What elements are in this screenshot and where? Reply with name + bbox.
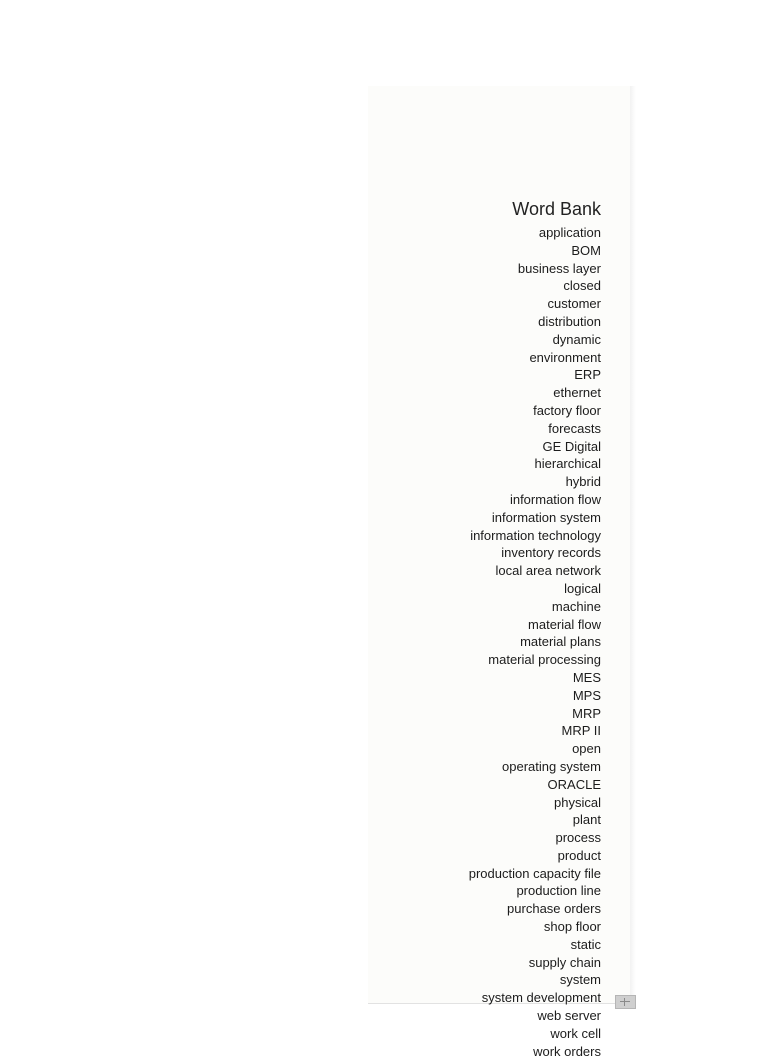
word-bank-item: information system: [491, 509, 601, 525]
word-bank-item: ERP: [574, 367, 601, 383]
panel-shadow: [630, 86, 636, 1003]
word-bank-item: forecasts: [548, 420, 601, 436]
word-bank-item: MRP: [572, 705, 601, 721]
word-bank-item: physical: [554, 794, 601, 810]
word-bank-item: machine: [551, 598, 601, 614]
word-bank-item: process: [555, 830, 601, 846]
word-bank-item: MPS: [572, 687, 601, 703]
word-bank-item: logical: [564, 580, 601, 596]
word-bank-item: static: [570, 936, 601, 952]
word-bank-item: distribution: [538, 313, 601, 329]
word-bank-item: open: [572, 741, 601, 757]
word-bank-item: work cell: [550, 1025, 601, 1041]
word-bank-item: MRP II: [561, 723, 601, 739]
word-bank-item: ORACLE: [547, 776, 601, 792]
word-bank-item: GE Digital: [542, 438, 601, 454]
word-bank-item: closed: [563, 278, 601, 294]
word-bank-item: plant: [572, 812, 601, 828]
word-bank-item: product: [557, 847, 601, 863]
word-bank-list: [469, 224, 601, 1060]
word-bank-item: ethernet: [553, 385, 601, 401]
word-bank-item: purchase orders: [507, 901, 601, 917]
word-bank-item: material processing: [488, 652, 601, 668]
word-bank-title: Word Bank: [512, 199, 601, 219]
word-bank-item: dynamic: [552, 331, 601, 347]
word-bank-item: factory floor: [533, 402, 601, 418]
word-bank-item: business layer: [517, 260, 601, 276]
word-bank-item: application: [538, 225, 601, 240]
word-bank-item: material plans: [520, 634, 601, 650]
word-bank-item: hierarchical: [534, 456, 601, 472]
word-bank-item: hybrid: [565, 474, 601, 490]
word-bank-item: web server: [537, 1008, 601, 1024]
word-bank-item: inventory records: [501, 545, 601, 561]
word-bank-item: system development: [481, 990, 601, 1006]
expand-icon[interactable]: [615, 995, 636, 1009]
word-bank-item: customer: [547, 296, 601, 312]
word-bank-item: information technology: [470, 527, 601, 543]
word-bank-item: material flow: [528, 616, 601, 632]
word-bank-item: production capacity file: [468, 865, 601, 881]
word-bank-item: BOM: [571, 242, 601, 258]
word-bank-item: local area network: [495, 563, 601, 579]
word-bank-item: supply chain: [528, 954, 601, 970]
word-bank-item: system: [559, 972, 601, 988]
word-bank-item: environment: [529, 349, 601, 365]
word-bank-item: MES: [572, 669, 601, 685]
word-bank-item: production line: [516, 883, 601, 899]
word-bank-item: operating system: [502, 758, 601, 774]
word-bank-panel: [368, 86, 631, 1059]
word-bank-item: work orders: [533, 1043, 601, 1059]
word-bank-item: information flow: [509, 491, 601, 507]
word-bank-item: shop floor: [543, 919, 601, 935]
